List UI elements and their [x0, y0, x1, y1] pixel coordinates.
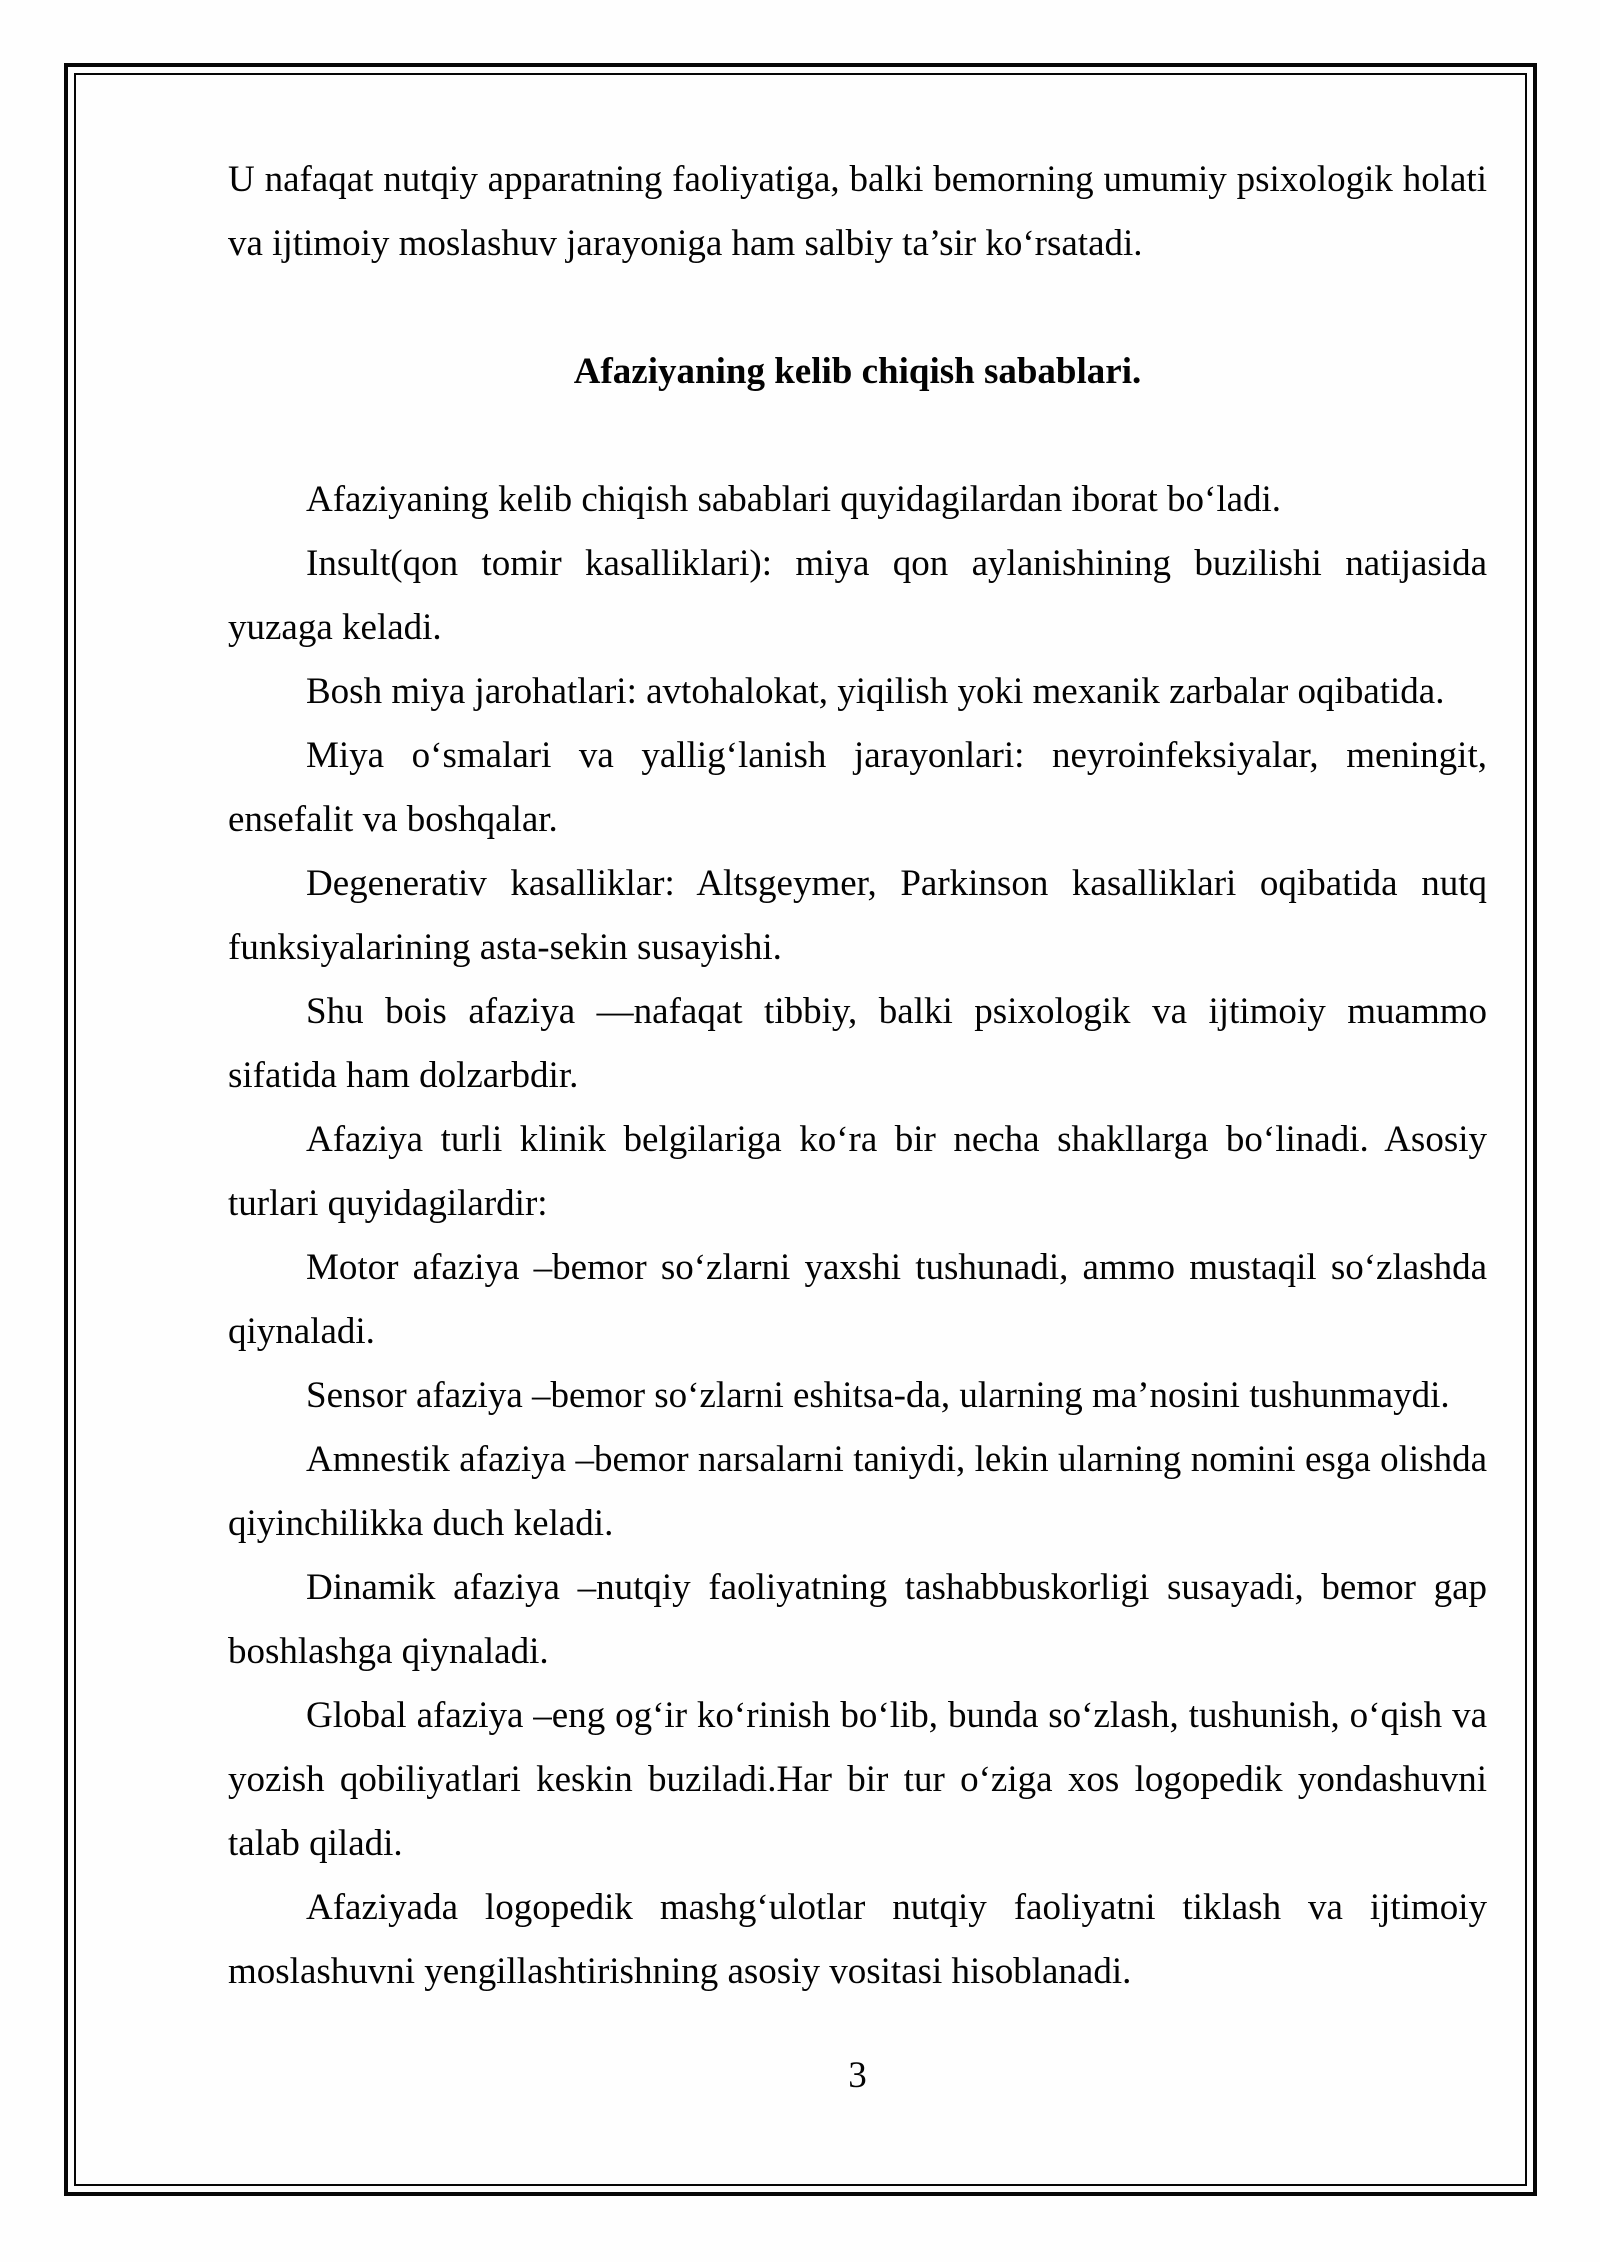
- paragraph: Global afaziya –eng og‘ir ko‘rinish bo‘lib, bunda so‘zlash, tushunish, o‘qish va yozish qobiliyatlari keskin buziladi.Har bir tur o‘ziga xos logopedik yondashuvni talab qiladi.: [228, 1695, 1487, 1864]
- page-number: 3: [848, 2055, 867, 2096]
- paragraph: Miya o‘smalari va yallig‘lanish jarayonlari: neyroinfeksiyalar, meningit, ensefalit va boshqalar.: [228, 735, 1487, 840]
- document-body: [228, 468, 1487, 2004]
- paragraph: Degenerativ kasalliklar: Altsgeymer, Parkinson kasalliklari oqibatida nutq funksiyalarining asta-sekin susayishi.: [228, 863, 1487, 968]
- section-heading: Afaziyaning kelib chiqish sabablari.: [573, 351, 1142, 392]
- paragraph: Motor afaziya –bemor so‘zlarni yaxshi tushunadi, ammo mustaqil so‘zlashda qiynaladi.: [228, 1247, 1487, 1352]
- paragraph: Dinamik afaziya –nutqiy faoliyatning tashabbuskorligi susayadi, bemor gap boshlashga qiynaladi.: [228, 1567, 1487, 1672]
- paragraph-intro: U nafaqat nutqiy apparatning faoliyatiga, balki bemorning umumiy psixologik holati va ijtimoiy moslashuv jarayoniga ham salbiy ta’sir ko‘rsatadi.: [228, 159, 1487, 264]
- paragraph: Amnestik afaziya –bemor narsalarni taniydi, lekin ularning nomini esga olishda qiyinchilikka duch keladi.: [228, 1439, 1487, 1544]
- paragraph: Afaziyada logopedik mashg‘ulotlar nutqiy faoliyatni tiklash va ijtimoiy moslashuvni yengillashtirishning asosiy vositasi hisoblanadi.: [228, 1887, 1487, 1992]
- paragraph: Sensor afaziya –bemor so‘zlarni eshitsa-da, ularning ma’nosini tushunmaydi.: [306, 1375, 1450, 1416]
- paragraph: Afaziyaning kelib chiqish sabablari quyidagilardan iborat bo‘ladi.: [306, 479, 1282, 520]
- paragraph: Insult(qon tomir kasalliklari): miya qon aylanishining buzilishi natijasida yuzaga keladi.: [228, 543, 1487, 648]
- paragraph: Afaziya turli klinik belgilariga ko‘ra bir necha shakllarga bo‘linadi. Asosiy turlari quyidagilardir:: [228, 1119, 1487, 1224]
- paragraph: Bosh miya jarohatlari: avtohalokat, yiqilish yoki mexanik zarbalar oqibatida.: [306, 671, 1445, 712]
- paragraph: Shu bois afaziya —nafaqat tibbiy, balki psixologik va ijtimoiy muammo sifatida ham dolzarbdir.: [228, 991, 1487, 1096]
- document-content: [228, 148, 1487, 2108]
